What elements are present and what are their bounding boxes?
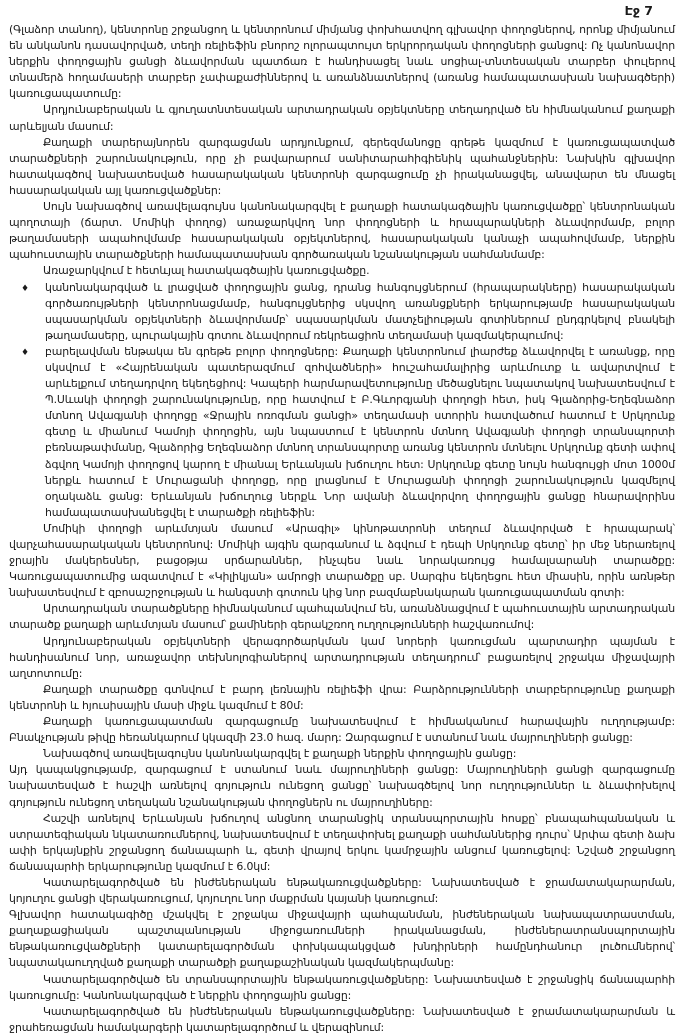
bullet-icon: ♦ (21, 347, 29, 358)
paragraph: Արդյունաբերական և գյուղատնտեսական արտադրական օբյեկտները տեղադրված են հիմնականում քաղաքի արևելյան մասում: (9, 103, 675, 133)
bullet-icon: ♦ (21, 283, 29, 294)
paragraph: Արտադրական տարածքները հիմնականում պահպանվում են, առանձնացվում է պահուստային արտադրական տարածք քաղաքի արևմտյան մասում՝ քամիների գերակշռող ուղղությունների հաշվառումով: (9, 602, 675, 632)
paragraph: Նախագծով առավելագույնս կանոնակարգվել է քաղաքի ներքին փողոցային ցանցը: (43, 747, 517, 761)
paragraph: Քաղաքի տարերայնորեն զարգացման արդյունքում, գերեզմանոցը գրեթե կազմում է կառուցապատված տարածքների շարունակություն, որը չի բավարարում սանիտարահիգիենիկ պահանջներին: Նախկին գլխավոր հատակագծով նախատեսված հասարակական կենտրոնի զարգացումը չի իրականացվել, անավարտ են մնացել հասարակական այլ կառուցվածքներ: (9, 135, 675, 197)
document-body (9, 22, 675, 1036)
paragraph: Կատարելագործված են տրանսպորտային ենթակառուցվածքները: Նախատեսված է շրջանցիկ ճանապարհի կառուցումը: Կանոնակարգված է ներքին փողոցային ցանցը: (9, 972, 675, 1002)
bullet-text: կանոնակարգված և լրացված փողոցային ցանց, դրանց հանգույցներում (հրապարակները) հասարակական գործառույթների կենտրոնացմամբ, հանգույցներից սկսվող առանցքների երկարությամբ հասարակական սպասարկման օբյեկտների ձևավորմամբ՝ սպասարկման մատչելիության գոտիներում ընդգրկելով բնակելի թաղամասերը, պուրակային գոտու ձևավորում ռեկրեացիոն տեղամասի կազմակերպումով: (45, 280, 675, 342)
paragraph: Սույն նախագծով առավելագույնս կանոնակարգվել է քաղաքի հատակագծային կառուցվածքը՝ կենտրոնական պողոտայի (ճարտ. Մոմիկի փողոց) առաջարկվող նոր փողոցների և հրապարակների ձևավորմամբ, բոլոր թաղամասերի ապահովմամբ հասարակական օբյեկտներով, հասարակական կանաչի ապահովմամբ, ներքին պահուստային տարածքների համապատասխան գործառական նշանակության սահմանմամբ: (9, 200, 675, 262)
paragraph: Այդ կապակցությամբ, զարգացում է ստանում նաև մայրուղիների ցանցը: Մայրուղիների ցանցի զարգացումը նախատեսված է հաշվի առնելով գոյություն ունեցող ցանցը՝ նախագծելով նոր ուղղություններ և ձևափոխելով գոյություն ունեցող տեղական նշանակության փողոցներն ու մայրուղիները: (9, 763, 675, 809)
paragraph: Քաղաքի կառուցապատման զարգացումը նախատեսվում է հիմնականում հարավային ուղղությամբ: Բնակչության թիվը հեռանկարում կկազմի 23.0 հազ. մարդ: Զարգացում է ստանում նաև մայրուղիների ցանցը: (9, 715, 675, 745)
paragraph: Քաղաքի տարածքը գտնվում է բարդ լեռնային ռելիեֆի վրա: Բարձրությունների տարբերությունը քաղաքի կենտրոնի և հյուսիսային մասի միջև կազմում է 80մ: (9, 682, 675, 712)
paragraph: Կատարելագործված են ինժեներական ենթակառուցվածքները: Նախատեսված է ջրամատակարարման, կոյուղու ցանցի վերակառուցում, կոյուղու նոր մաքրման կայանի կառուցում: (9, 875, 675, 906)
paragraph: Մոմիկի փողոցի արևմտյան մասում «Արագիլ» կինոթատրոնի տեղում ձևավորված է հրապարակ՝ վարչահասարակական կենտրոնով: Մոմիկի այգին զարգանում և ձգվում է դեպի Սրկղունք գետը՝ իր մեջ ներառելով ջրային մակերեսներ, բացօթյա սրճարաններ, ինչպես նաև նորակառույց համալսարանի տարածքը: Կառուցապատումից ազատվում է «Կիլիկյան» ամրոցի տարածքը սբ. Սարգիս եկեղեցու հետ միասին, որին առնթեր նախատեսվում է զբոսաշրջության և հանգստի գոտուն կից նոր բազմաբնակարան կառուցապատման գոտի: (9, 521, 675, 600)
paragraph: Գլխավոր հատակագիծը մշակվել է շրջակա միջավայրի պահպանման, ինժեներական նախապատրաստման, քաղաքացիական պաշտպանության միջոցառումների իրականացման, ինժեներատրանսպորտային ենթակառուցվածքների կատարելագործման փոխկապակցված խնդիրների համընդհանուր լուծումներով՝ նպատակաուղղված քաղաքի տարածքի քաղաքաշինական կազմակերպմանը: (9, 908, 675, 970)
bullet-item (9, 344, 675, 521)
paragraph: (Գլաձոր տանող), կենտրոնը շրջանցող և կենտրոնում միմյանց փոխհատվող գլխավոր փողոցներով, որոնք միմյանում են անկանոն դասավորված, տեղի ռելիեֆին բնորոշ ոլորապտույտ երկրորդական փողոցների ցանցով: Ոչ կանոնավոր ներքին փողոցային ցանցի ձևավորման պատճառ է հանդիսացել նաև սոցիալ-տնտեսական տարբեր փուլերով տնամերձ հողամասերի տարբեր չափաքաժիններով և առանձնատներով (առանց համապատասխան նախագծերի) կառուցապատումը: (9, 23, 675, 101)
paragraph: Առաջարկվում է հետևյալ հատակագծային կառուցվածքը. (43, 264, 370, 278)
bullet-item (9, 280, 675, 344)
paragraph: Կատարելագործված են ինժեներական ենթակառուցվածքները: Նախատեսված է ջրամատակարարման և ջրահեռացման համակարգերի կատարելագործում և վերազինում: (9, 1004, 675, 1034)
paragraph: Արդյունաբերական օբյեկտների վերագործարկման կամ նորերի կառուցման պարտադիր պայման է հանդիսանում նոր, առաջավոր տեխնոլոգիաներով արտադրության տեղադրում՝ բացառելով շրջակա միջավայրի աղտոտումը: (9, 634, 675, 680)
bullet-text: բարելավման ենթակա են գրեթե բոլոր փողոցները: Քաղաքի կենտրոնում լիարժեք ձևավորվել է առանցք, որը սկսվում է «Հայրենական պատերազմում զոհվածների» հուշահամալիրից արևմուտք և ավարտվում է արևելքում տեղադրվող եկեղեցիով: Կապերի հարմարավետությունը մեծացնելու նպատակով նախատեսվում է Պ.Սևակի փողոցի շարունակությունը, որը հատվում է Բ.Գևորգյանի փողոցի հետ, իսկ Գլաձորից-Եղեգնաձոր մտնող Ավագյանի փողոցը «Ջրային ոռոգման ցանցի» տեղամասի ստորին հատվածում հատում է Սրկղունք գետը և միանում Կամոյի փողոցին, այն նպաստում է կենտրոն մտնող Ավագյանի փողոցի տրանսպորտի բեռնաթափմանը, Գլաձորից Եղեգնաձոր մտնող տրանսպորտը առանց կենտրոն մտնելու Սրկղունք գետի ափով ձգվող Կամոյի փողոցով կարող է միանալ Երևանյան խճուղու հետ: Սրկղունք գետը նույն հանգույցի մոտ 1000մ ներքև հատում է Մուրացանի փողոցը, որը լրացնում է Մուրացանի փողոցի շարունակություն կազմելով օղակաձև ցանց: Երևանյան խճուղուց ներքև Նոր ավանի ձևավորվող փողոցային ցանցը հնարավորինս համապատասխանեցվել է տարածքի ռելիեֆին: (45, 344, 675, 519)
page-number: Էջ 7 (624, 3, 653, 18)
paragraph: Հաշվի առնելով Երևանյան խճուղով անցնող տարանցիկ տրանսպորտային հոսքը՝ բնապահպանական և ստրատեգիական նկատառումներով, նախատեսվում է տեղափոխել քաղաքի սահմաններից դուրս՝ Արփա գետի ձախ ափի երկայնքին շրջանցող ճանապարհ և, գետի վրայով երկու կամրջային անցում կառուցելով: Նշված շրջանցող ճանապարհի երկարությունը կազմում է 6.0կմ: (9, 811, 675, 873)
